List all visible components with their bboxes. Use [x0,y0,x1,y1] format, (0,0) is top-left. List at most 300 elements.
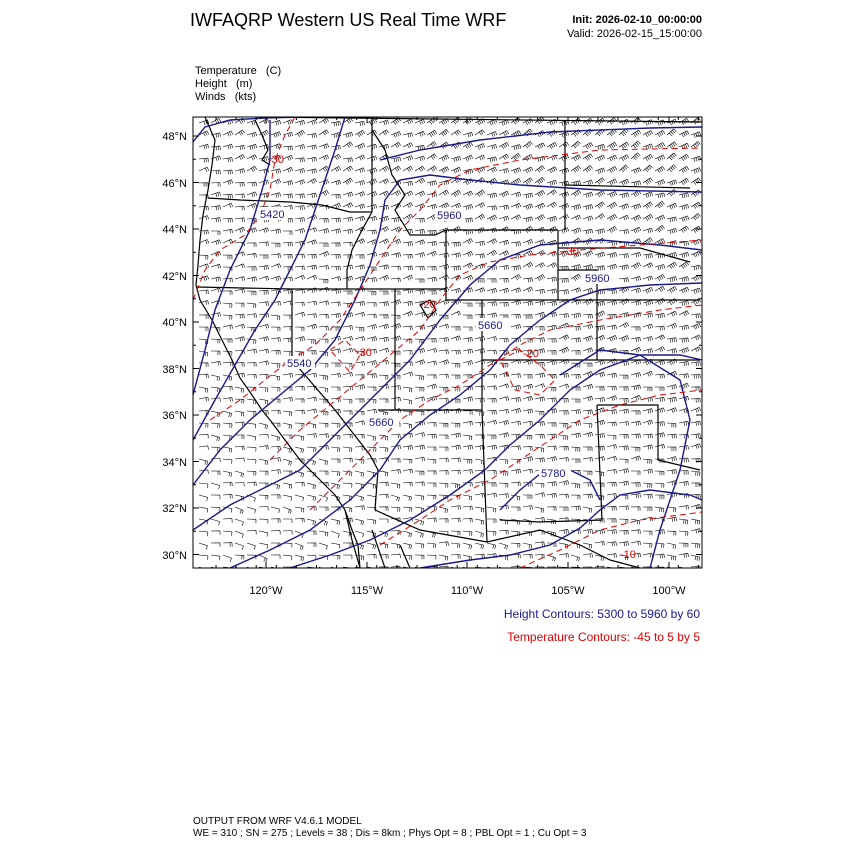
wind-barb [427,495,436,499]
wind-barb [211,192,221,197]
wind-barb [595,420,605,425]
wind-barb [295,158,304,163]
wind-barb [283,242,292,246]
wind-barb [511,275,521,281]
wind-barb [307,314,317,318]
wind-barb [499,142,509,148]
wind-barb [475,398,484,402]
wind-barb [463,421,473,425]
wind-barb [691,362,701,367]
wind-barb [319,229,329,234]
wind-barb [415,253,425,258]
wind-barb [427,384,437,389]
wind-barb [283,289,293,294]
wind-barb [631,181,641,186]
wind-barb [199,507,208,513]
wind-barb [403,156,413,161]
wind-barb [439,253,449,258]
wind-barb [439,242,449,247]
model-version: OUTPUT FROM WRF V4.6.1 MODEL [193,816,362,827]
wind-barb [415,433,425,437]
wind-barb [607,396,617,401]
wind-barb [691,168,701,174]
wind-barb [319,155,329,160]
wind-barb [547,190,557,196]
wind-barb [283,397,293,401]
wind-barb [511,421,521,425]
wind-barb [679,131,689,137]
wind-barb [247,291,256,295]
wind-barb [535,411,544,415]
wind-barb [643,459,652,464]
wind-barb [259,459,268,465]
wind-barb [331,459,340,463]
wind-barb [547,142,557,148]
wind-barb [259,290,268,294]
wind-barb [535,301,545,306]
wind-barb [223,543,232,547]
wind-barb [211,351,220,355]
wind-barb [631,130,641,137]
wind-barb [667,531,676,535]
wind-barb [571,399,580,403]
wind-barb [367,519,376,524]
wind-barb [679,519,688,524]
wind-barb [523,287,533,292]
wind-barb [619,434,628,438]
wind-barb [211,313,221,317]
wind-barb [595,118,605,125]
wind-barb [463,263,473,268]
wind-barb [583,154,593,161]
wind-barb [667,434,676,438]
wind-barb [667,142,677,149]
wind-barb [655,433,665,438]
wind-barb [523,396,533,401]
wind-barb [643,131,653,138]
wind-barb [319,531,328,537]
wind-barb [379,275,389,280]
wind-barb [259,495,268,499]
wind-barb [463,397,473,402]
wind-barb [643,420,653,425]
wind-barb [619,530,628,534]
wind-barb [583,423,592,428]
wind-barb [463,495,472,500]
wind-barb [535,384,545,388]
wind-barb [343,434,352,438]
wind-barb [547,167,557,173]
height-contour [380,127,702,160]
wind-barb [451,253,461,258]
wind-barb [247,267,256,271]
wind-barb [475,349,485,354]
wind-barb [643,445,653,450]
wind-barb [487,279,496,283]
wind-barb [415,266,424,270]
wind-barb [403,203,413,209]
wind-barb [475,241,485,246]
wind-barb [607,494,617,498]
wind-barb [403,543,412,549]
wind-barb [247,277,257,282]
wind-barb [223,158,233,163]
wind-barb [379,543,388,548]
wind-barb [283,327,292,331]
temperature-label: -20 [420,299,436,311]
wind-barb [439,324,449,329]
wind-barb [631,204,641,210]
wind-barb [211,519,220,525]
wind-barb [691,555,700,561]
wind-barb [451,375,460,379]
wind-barb [355,519,364,525]
wind-barb [535,518,545,522]
wind-barb [607,226,617,232]
wind-barb [643,494,652,498]
wind-barb [355,204,365,209]
wind-barb [463,435,472,440]
wind-barb [559,192,569,198]
wind-barb [643,387,652,391]
wind-barb [655,201,665,208]
wind-barb [247,543,256,550]
wind-barb [343,229,353,234]
wind-barb [427,423,436,427]
wind-barb [451,445,461,450]
wind-barb [499,191,509,197]
wind-barb [619,506,628,510]
wind-barb [391,300,401,305]
wind-barb [379,471,388,476]
wind-barb [547,482,557,487]
temperature-label: -10 [620,549,636,561]
wind-barb [607,142,617,149]
wind-barb [331,180,341,185]
wind-barb [211,375,220,381]
wind-barb [343,178,353,185]
wind-barb [559,494,568,498]
wind-barb [559,335,569,340]
wind-barb [559,314,569,319]
wind-barb [259,324,269,328]
wind-barb [679,348,689,354]
wind-barb [475,303,484,307]
wind-barb [523,193,533,198]
wind-barb [379,447,388,452]
wind-barb [607,202,617,208]
wind-barb [451,363,460,368]
wind-barb [391,434,400,438]
wind-barb [199,434,208,438]
wind-barb [307,193,317,198]
wind-barb [247,166,257,171]
wind-barb [631,327,640,331]
wind-barb [307,519,316,525]
wind-barb [511,203,521,208]
wind-barb [583,432,593,437]
wind-barb [691,407,701,412]
wind-barb [691,504,701,509]
wind-barb [307,409,317,413]
wind-barb [487,313,497,318]
wind-barb [523,554,532,558]
wind-barb [535,434,544,438]
wind-barb [355,531,364,537]
wind-barb [499,302,508,306]
wind-barb [343,372,353,376]
wind-barb [607,422,616,427]
temperature-label: -30 [356,347,372,359]
wind-barb [355,385,365,390]
wind-barb [607,386,616,390]
wind-barb [319,363,328,368]
wind-barb [487,206,497,211]
wind-barb [631,507,640,511]
wind-barb [199,290,208,294]
wind-barb [607,445,617,449]
wind-barb [643,349,653,354]
wind-barb [223,325,233,329]
wind-barb [355,337,365,341]
wind-barb [271,327,280,331]
wind-barb [331,531,339,538]
wind-barb [595,229,605,234]
wind-barb [511,300,521,305]
wind-barb [283,483,292,489]
wind-barb [571,459,580,463]
wind-barb [247,182,256,186]
wind-barb [475,519,484,525]
wind-barb [343,555,352,559]
wind-barb [619,323,629,329]
wind-barb [631,168,641,174]
wind-barb [355,265,365,270]
wind-barb [367,361,377,366]
wind-barb [235,324,245,328]
wind-barb [655,326,664,330]
wind-barb [247,363,256,367]
wind-barb [379,130,389,136]
wind-barb [511,117,521,124]
wind-barb [667,129,676,136]
wind-barb [535,483,544,488]
wind-barb [415,279,424,283]
wind-barb [631,191,641,197]
wind-barb [655,554,664,559]
wind-barb [367,459,376,463]
wind-barb [427,266,436,270]
wind-barb [607,301,617,306]
temperature-label: -30 [268,154,284,166]
wind-barb [499,433,509,438]
wind-barb [391,166,401,172]
border-ca-nv [292,289,378,510]
wind-barb [475,314,484,318]
wind-barb [523,239,533,244]
wind-barb [655,180,665,186]
wind-barb [547,277,557,282]
wind-barb [619,204,629,210]
height-label: 5540 [287,358,312,370]
wind-barb [547,263,557,268]
wind-barb [583,229,593,234]
wind-barb [307,254,316,258]
wind-barb [295,130,305,137]
wind-barb [679,226,689,233]
wind-barb [487,302,497,307]
wind-barb [379,216,389,222]
wind-barb [271,410,280,414]
wind-barb [583,348,593,353]
wind-barb [415,290,425,295]
wind-barb [607,214,617,220]
wind-barb [631,471,640,475]
wind-barb [691,483,700,487]
wind-barb [379,435,388,440]
wind-barb [211,471,220,475]
wind-barb [499,459,508,464]
variable-winds: Winds (kts) [195,91,257,103]
wind-barb [607,435,616,440]
wind-barb [535,190,545,196]
wind-barb [379,324,389,329]
wind-barb [571,313,581,318]
wind-barb [547,434,556,438]
wind-barb [679,325,689,330]
wind-barb [511,168,521,174]
wind-barb [283,155,293,160]
wind-barb [295,218,305,223]
wind-barb [235,227,245,232]
wind-barb [547,301,557,306]
wind-barb [595,214,605,220]
wind-barb [247,203,257,208]
wind-barb [487,250,497,255]
temperature-label: -30 [563,246,579,258]
wind-barb [295,495,304,501]
border-nm-tx [500,405,602,522]
wind-barb [451,311,461,315]
longitude-ticks [216,117,698,568]
wind-barb [643,543,652,548]
wind-barb [343,458,352,462]
wind-barb [667,277,677,283]
wind-barb [595,155,605,161]
wind-barb [283,543,292,547]
wind-barb [391,253,401,258]
lon-label: 115°W [350,585,384,597]
wind-barb [679,216,689,222]
wind-barb [451,242,460,247]
wind-barb [511,324,521,329]
wind-barb [391,459,400,463]
wind-barb [211,277,221,282]
wind-barb [307,373,317,377]
wind-barb [259,555,267,562]
wind-barb [643,228,653,233]
wind-barb [655,335,665,340]
wind-barb [523,375,532,379]
wind-barb [199,183,208,187]
wind-barb [307,179,317,185]
wind-barb [607,264,617,270]
wind-barb [535,289,545,294]
wind-barb [355,471,364,477]
wind-barb [355,312,365,316]
wind-barb [271,229,281,234]
wind-barb [583,216,593,221]
wind-barb [319,411,328,416]
wind-barb [259,387,268,392]
wind-barb [679,531,688,536]
wind-barb [655,286,665,292]
wind-barb [487,493,497,497]
height-contour-note: Height Contours: 5300 to 5960 by 60 [503,607,700,621]
wind-barb [271,276,281,281]
model-info-footer [193,816,586,840]
wind-barb [547,339,556,343]
wind-barb [283,373,293,377]
wind-barb [667,203,677,209]
wind-barb [679,421,689,426]
wind-barb [199,483,208,488]
wind-barb [559,215,569,221]
wind-barb [247,411,256,416]
wind-barb [331,194,340,198]
wind-barb [619,165,628,172]
wind-barb [619,375,628,379]
valid-time: Valid: 2026-02-15_15:00:00 [567,28,702,40]
wind-barb [439,471,448,475]
wind-barb [667,338,677,343]
wind-barb [199,158,208,162]
wind-barb [295,399,304,403]
wind-barb [667,543,676,549]
wind-barb [463,470,473,474]
wind-barb [223,531,232,536]
wind-barb [283,315,292,319]
wind-barb [379,494,388,498]
wind-barb [631,411,640,415]
wind-barb [691,190,701,197]
wind-barb [355,130,365,136]
wind-barb [595,408,605,413]
wind-barb [403,423,412,429]
wind-barb [331,243,340,247]
wind-barb [691,288,701,294]
wind-barb [259,445,269,449]
wind-barb [331,302,340,306]
wind-barb [499,265,509,270]
wind-barb [415,495,424,500]
wind-barb [427,483,436,487]
wind-barb [535,542,544,546]
wind-barb [379,120,389,125]
wind-barb [631,227,641,233]
wind-barb [487,239,497,244]
wind-barb [307,120,317,125]
wind-barb [439,129,449,136]
wind-barb [211,507,220,512]
wind-barb [487,483,496,487]
wind-barb [307,351,316,355]
wind-barb [655,397,665,402]
height-label: 5960 [585,273,610,285]
wind-barb [463,337,473,342]
wind-barb [427,181,437,186]
wind-barb [307,133,317,138]
